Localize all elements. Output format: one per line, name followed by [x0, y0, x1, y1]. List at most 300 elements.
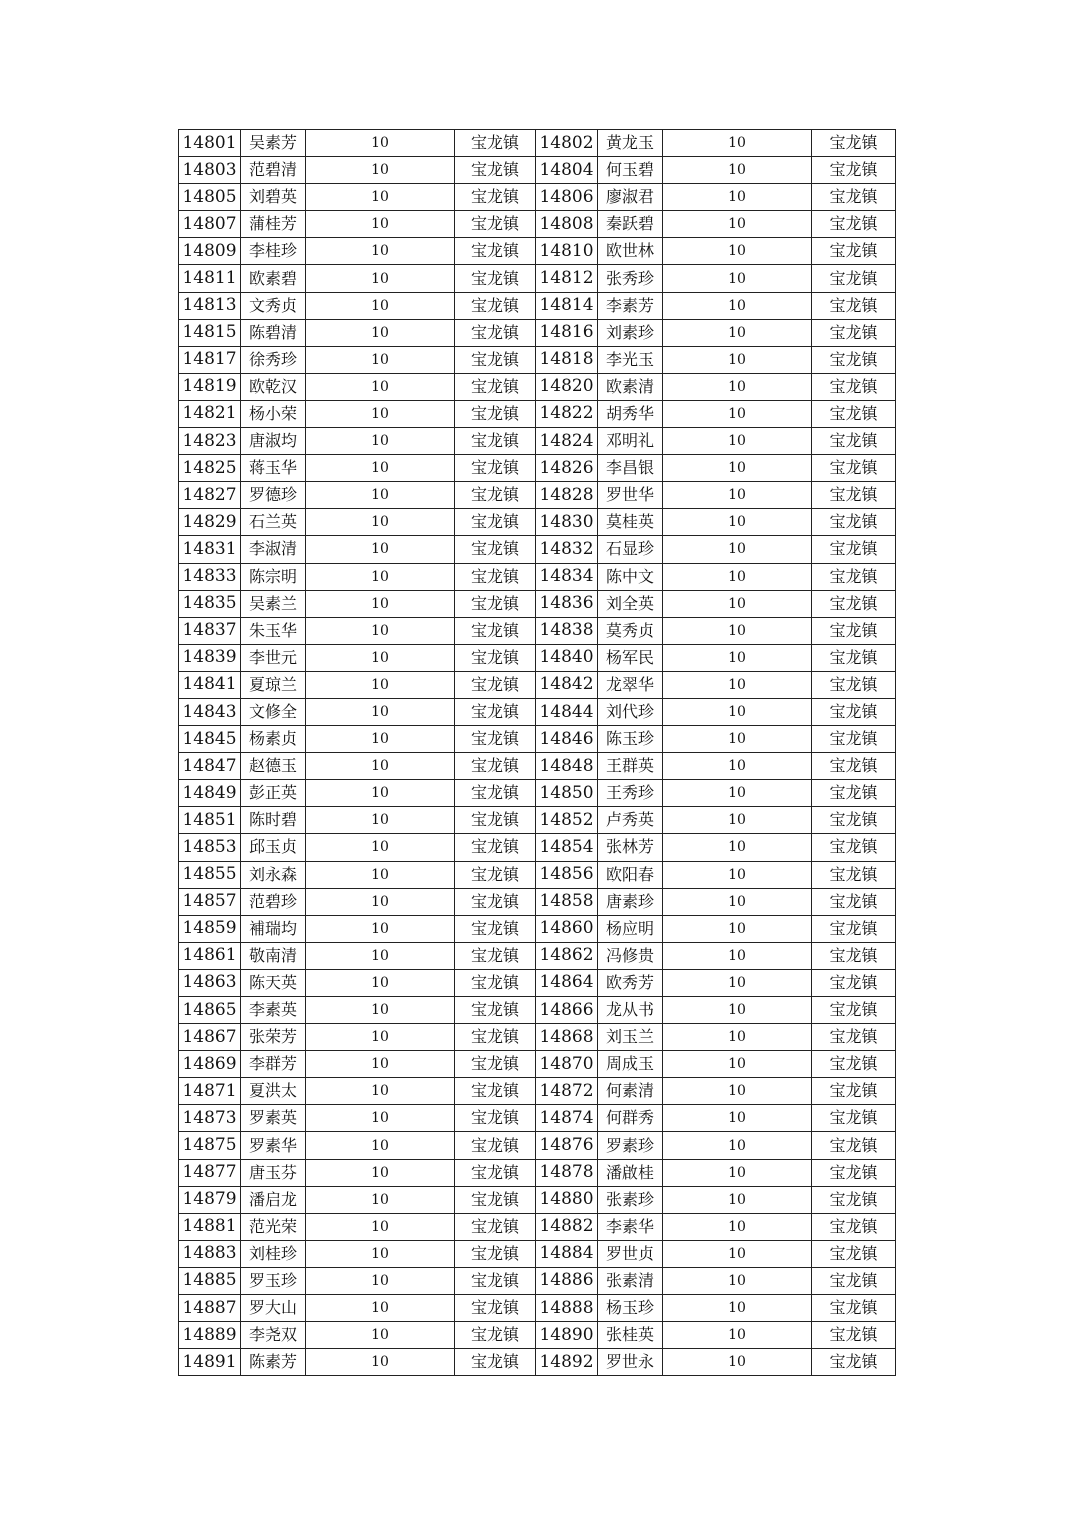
record-id: 14892: [536, 1349, 598, 1376]
record-amount: 10: [306, 130, 455, 157]
record-town: 宝龙镇: [812, 265, 896, 292]
record-town: 宝龙镇: [812, 590, 896, 617]
table-row: [179, 1159, 896, 1186]
record-id: 14872: [536, 1078, 598, 1105]
record-amount: 10: [306, 888, 455, 915]
record-amount: 10: [306, 563, 455, 590]
record-id: 14801: [179, 130, 241, 157]
record-name: 莫秀贞: [598, 617, 663, 644]
record-id: 14828: [536, 482, 598, 509]
record-name: 何玉碧: [598, 157, 663, 184]
record-town: 宝龙镇: [812, 373, 896, 400]
record-name: 杨军民: [598, 644, 663, 671]
record-amount: 10: [306, 1078, 455, 1105]
record-id: 14853: [179, 834, 241, 861]
table-row: [179, 509, 896, 536]
record-town: 宝龙镇: [812, 1240, 896, 1267]
record-id: 14858: [536, 888, 598, 915]
table-row: [179, 590, 896, 617]
record-town: 宝龙镇: [455, 780, 536, 807]
record-town: 宝龙镇: [812, 807, 896, 834]
record-amount: 10: [663, 1051, 812, 1078]
record-amount: 10: [306, 400, 455, 427]
table-row: [179, 888, 896, 915]
record-name: 龙从书: [598, 997, 663, 1024]
record-id: 14802: [536, 130, 598, 157]
record-town: 宝龙镇: [455, 1322, 536, 1349]
record-town: 宝龙镇: [812, 942, 896, 969]
record-name: 文秀贞: [241, 292, 306, 319]
record-id: 14856: [536, 861, 598, 888]
table-row: [179, 861, 896, 888]
record-amount: 10: [663, 428, 812, 455]
record-town: 宝龙镇: [455, 400, 536, 427]
record-town: 宝龙镇: [455, 346, 536, 373]
record-id: 14827: [179, 482, 241, 509]
record-amount: 10: [306, 997, 455, 1024]
record-id: 14867: [179, 1024, 241, 1051]
table-row: [179, 455, 896, 482]
record-amount: 10: [306, 1105, 455, 1132]
record-town: 宝龙镇: [812, 698, 896, 725]
record-amount: 10: [306, 319, 455, 346]
record-name: 何群秀: [598, 1105, 663, 1132]
record-name: 王秀珍: [598, 780, 663, 807]
record-amount: 10: [306, 834, 455, 861]
record-name: 唐素珍: [598, 888, 663, 915]
record-town: 宝龙镇: [455, 915, 536, 942]
record-id: 14823: [179, 428, 241, 455]
record-amount: 10: [663, 455, 812, 482]
record-town: 宝龙镇: [812, 1186, 896, 1213]
record-id: 14808: [536, 211, 598, 238]
record-name: 石显珍: [598, 536, 663, 563]
record-id: 14857: [179, 888, 241, 915]
record-town: 宝龙镇: [812, 563, 896, 590]
record-amount: 10: [663, 1349, 812, 1376]
record-town: 宝龙镇: [812, 1078, 896, 1105]
record-id: 14838: [536, 617, 598, 644]
record-amount: 10: [663, 1159, 812, 1186]
table-row: [179, 1295, 896, 1322]
record-name: 刘桂珍: [241, 1240, 306, 1267]
records-table-body: [179, 130, 896, 1376]
record-town: 宝龙镇: [812, 1267, 896, 1294]
record-id: 14804: [536, 157, 598, 184]
record-town: 宝龙镇: [812, 211, 896, 238]
record-amount: 10: [663, 861, 812, 888]
record-amount: 10: [663, 807, 812, 834]
record-town: 宝龙镇: [455, 265, 536, 292]
record-amount: 10: [306, 265, 455, 292]
record-id: 14862: [536, 942, 598, 969]
record-id: 14805: [179, 184, 241, 211]
record-amount: 10: [663, 780, 812, 807]
record-name: 欧世林: [598, 238, 663, 265]
record-town: 宝龙镇: [812, 1295, 896, 1322]
record-town: 宝龙镇: [812, 969, 896, 996]
record-amount: 10: [663, 346, 812, 373]
table-row: [179, 184, 896, 211]
record-id: 14829: [179, 509, 241, 536]
record-name: 陈天英: [241, 969, 306, 996]
record-name: 张桂英: [598, 1322, 663, 1349]
table-row: [179, 1132, 896, 1159]
record-name: 朱玉华: [241, 617, 306, 644]
record-id: 14865: [179, 997, 241, 1024]
record-name: 邓明礼: [598, 428, 663, 455]
record-town: 宝龙镇: [812, 997, 896, 1024]
record-id: 14874: [536, 1105, 598, 1132]
record-id: 14851: [179, 807, 241, 834]
record-id: 14879: [179, 1186, 241, 1213]
record-name: 卢秀英: [598, 807, 663, 834]
record-id: 14839: [179, 644, 241, 671]
record-amount: 10: [663, 997, 812, 1024]
record-town: 宝龙镇: [455, 888, 536, 915]
record-town: 宝龙镇: [812, 130, 896, 157]
record-name: 罗素珍: [598, 1132, 663, 1159]
record-town: 宝龙镇: [455, 1295, 536, 1322]
record-id: 14863: [179, 969, 241, 996]
table-row: [179, 617, 896, 644]
record-town: 宝龙镇: [812, 726, 896, 753]
table-row: [179, 373, 896, 400]
table-row: [179, 1240, 896, 1267]
record-town: 宝龙镇: [812, 780, 896, 807]
record-name: 吴素芳: [241, 130, 306, 157]
record-name: 张素珍: [598, 1186, 663, 1213]
record-amount: 10: [306, 1213, 455, 1240]
record-name: 范碧珍: [241, 888, 306, 915]
table-row: [179, 997, 896, 1024]
record-name: 吴素兰: [241, 590, 306, 617]
record-id: 14826: [536, 455, 598, 482]
record-id: 14837: [179, 617, 241, 644]
record-amount: 10: [663, 969, 812, 996]
record-amount: 10: [306, 1349, 455, 1376]
record-name: 龙翠华: [598, 671, 663, 698]
record-id: 14820: [536, 373, 598, 400]
record-name: 张素清: [598, 1267, 663, 1294]
record-id: 14850: [536, 780, 598, 807]
record-amount: 10: [663, 1132, 812, 1159]
record-id: 14846: [536, 726, 598, 753]
record-amount: 10: [306, 1322, 455, 1349]
record-id: 14873: [179, 1105, 241, 1132]
record-town: 宝龙镇: [812, 617, 896, 644]
table-row: [179, 211, 896, 238]
record-amount: 10: [663, 1267, 812, 1294]
table-row: [179, 536, 896, 563]
table-row: [179, 130, 896, 157]
record-town: 宝龙镇: [812, 1051, 896, 1078]
record-town: 宝龙镇: [455, 942, 536, 969]
record-amount: 10: [663, 915, 812, 942]
record-name: 罗世华: [598, 482, 663, 509]
record-name: 刘全英: [598, 590, 663, 617]
record-town: 宝龙镇: [455, 238, 536, 265]
record-name: 刘永森: [241, 861, 306, 888]
record-amount: 10: [306, 1132, 455, 1159]
record-id: 14810: [536, 238, 598, 265]
record-town: 宝龙镇: [812, 1349, 896, 1376]
record-amount: 10: [663, 1240, 812, 1267]
table-row: [179, 563, 896, 590]
record-town: 宝龙镇: [455, 1078, 536, 1105]
record-name: 张林芳: [598, 834, 663, 861]
record-amount: 10: [306, 671, 455, 698]
record-name: 陈中文: [598, 563, 663, 590]
record-name: 杨玉珍: [598, 1295, 663, 1322]
record-id: 14806: [536, 184, 598, 211]
record-id: 14824: [536, 428, 598, 455]
record-name: 黄龙玉: [598, 130, 663, 157]
record-town: 宝龙镇: [812, 861, 896, 888]
record-town: 宝龙镇: [812, 1132, 896, 1159]
record-name: 刘玉兰: [598, 1024, 663, 1051]
table-row: [179, 834, 896, 861]
record-name: 周成玉: [598, 1051, 663, 1078]
record-id: 14833: [179, 563, 241, 590]
record-amount: 10: [663, 265, 812, 292]
record-amount: 10: [663, 292, 812, 319]
record-amount: 10: [663, 319, 812, 346]
record-town: 宝龙镇: [455, 1132, 536, 1159]
record-amount: 10: [306, 915, 455, 942]
record-name: 陈宗明: [241, 563, 306, 590]
record-name: 邱玉贞: [241, 834, 306, 861]
record-name: 夏洪太: [241, 1078, 306, 1105]
record-amount: 10: [663, 1078, 812, 1105]
record-town: 宝龙镇: [455, 1186, 536, 1213]
record-town: 宝龙镇: [455, 590, 536, 617]
record-town: 宝龙镇: [455, 509, 536, 536]
record-town: 宝龙镇: [812, 1159, 896, 1186]
record-name: 李素英: [241, 997, 306, 1024]
record-amount: 10: [663, 157, 812, 184]
table-row: [179, 942, 896, 969]
record-name: 徐秀珍: [241, 346, 306, 373]
record-id: 14803: [179, 157, 241, 184]
record-town: 宝龙镇: [812, 644, 896, 671]
record-amount: 10: [663, 400, 812, 427]
record-town: 宝龙镇: [812, 238, 896, 265]
record-name: 陈时碧: [241, 807, 306, 834]
record-town: 宝龙镇: [812, 455, 896, 482]
record-amount: 10: [663, 942, 812, 969]
record-id: 14866: [536, 997, 598, 1024]
record-name: 李素华: [598, 1213, 663, 1240]
record-amount: 10: [306, 509, 455, 536]
record-town: 宝龙镇: [812, 536, 896, 563]
record-name: 陈素芳: [241, 1349, 306, 1376]
record-id: 14860: [536, 915, 598, 942]
record-amount: 10: [663, 184, 812, 211]
record-amount: 10: [306, 1267, 455, 1294]
record-town: 宝龙镇: [455, 807, 536, 834]
record-amount: 10: [663, 563, 812, 590]
record-id: 14817: [179, 346, 241, 373]
table-row: [179, 292, 896, 319]
table-row: [179, 1349, 896, 1376]
record-town: 宝龙镇: [812, 428, 896, 455]
record-town: 宝龙镇: [455, 671, 536, 698]
record-id: 14831: [179, 536, 241, 563]
record-name: 潘啟桂: [598, 1159, 663, 1186]
record-amount: 10: [306, 292, 455, 319]
record-id: 14852: [536, 807, 598, 834]
record-id: 14861: [179, 942, 241, 969]
table-row: [179, 915, 896, 942]
record-id: 14881: [179, 1213, 241, 1240]
record-name: 敬南清: [241, 942, 306, 969]
record-town: 宝龙镇: [455, 211, 536, 238]
record-amount: 10: [306, 184, 455, 211]
record-name: 罗素英: [241, 1105, 306, 1132]
record-id: 14812: [536, 265, 598, 292]
record-id: 14878: [536, 1159, 598, 1186]
record-town: 宝龙镇: [455, 1349, 536, 1376]
record-town: 宝龙镇: [455, 1159, 536, 1186]
record-amount: 10: [663, 644, 812, 671]
record-town: 宝龙镇: [455, 130, 536, 157]
record-amount: 10: [306, 1051, 455, 1078]
record-amount: 10: [663, 238, 812, 265]
record-id: 14885: [179, 1267, 241, 1294]
record-name: 廖淑君: [598, 184, 663, 211]
record-amount: 10: [663, 726, 812, 753]
record-town: 宝龙镇: [455, 753, 536, 780]
record-id: 14815: [179, 319, 241, 346]
table-row: [179, 1186, 896, 1213]
record-name: 彭正英: [241, 780, 306, 807]
record-town: 宝龙镇: [812, 1322, 896, 1349]
table-row: [179, 1267, 896, 1294]
record-name: 秦跃碧: [598, 211, 663, 238]
record-id: 14875: [179, 1132, 241, 1159]
record-name: 李桂珍: [241, 238, 306, 265]
record-town: 宝龙镇: [455, 1267, 536, 1294]
record-id: 14825: [179, 455, 241, 482]
record-name: 赵德玉: [241, 753, 306, 780]
record-name: 莫桂英: [598, 509, 663, 536]
record-town: 宝龙镇: [812, 671, 896, 698]
record-id: 14888: [536, 1295, 598, 1322]
record-amount: 10: [663, 590, 812, 617]
table-row: [179, 644, 896, 671]
record-id: 14880: [536, 1186, 598, 1213]
record-name: 陈碧清: [241, 319, 306, 346]
record-name: 范光荣: [241, 1213, 306, 1240]
record-town: 宝龙镇: [812, 509, 896, 536]
record-name: 杨素贞: [241, 726, 306, 753]
record-town: 宝龙镇: [455, 319, 536, 346]
record-amount: 10: [306, 455, 455, 482]
record-amount: 10: [663, 536, 812, 563]
record-town: 宝龙镇: [455, 563, 536, 590]
table-row: [179, 157, 896, 184]
record-name: 李尧双: [241, 1322, 306, 1349]
record-amount: 10: [306, 373, 455, 400]
record-name: 刘碧英: [241, 184, 306, 211]
record-id: 14876: [536, 1132, 598, 1159]
record-amount: 10: [306, 1186, 455, 1213]
record-town: 宝龙镇: [812, 1024, 896, 1051]
record-amount: 10: [663, 1186, 812, 1213]
record-town: 宝龙镇: [455, 726, 536, 753]
record-id: 14868: [536, 1024, 598, 1051]
record-name: 補瑞均: [241, 915, 306, 942]
record-amount: 10: [663, 211, 812, 238]
record-town: 宝龙镇: [455, 536, 536, 563]
record-amount: 10: [663, 1213, 812, 1240]
record-town: 宝龙镇: [812, 400, 896, 427]
record-amount: 10: [306, 590, 455, 617]
record-name: 罗德珍: [241, 482, 306, 509]
record-amount: 10: [663, 373, 812, 400]
record-id: 14809: [179, 238, 241, 265]
table-row: [179, 1213, 896, 1240]
record-town: 宝龙镇: [812, 184, 896, 211]
record-town: 宝龙镇: [455, 482, 536, 509]
record-amount: 10: [663, 130, 812, 157]
table-row: [179, 346, 896, 373]
record-town: 宝龙镇: [455, 1105, 536, 1132]
record-id: 14842: [536, 671, 598, 698]
record-id: 14890: [536, 1322, 598, 1349]
records-table: [178, 129, 896, 1376]
table-row: [179, 807, 896, 834]
record-town: 宝龙镇: [812, 346, 896, 373]
record-amount: 10: [306, 157, 455, 184]
record-id: 14849: [179, 780, 241, 807]
table-row: [179, 428, 896, 455]
record-town: 宝龙镇: [812, 319, 896, 346]
record-name: 罗世永: [598, 1349, 663, 1376]
record-town: 宝龙镇: [455, 157, 536, 184]
record-town: 宝龙镇: [455, 969, 536, 996]
table-row: [179, 482, 896, 509]
record-name: 潘启龙: [241, 1186, 306, 1213]
record-name: 欧素碧: [241, 265, 306, 292]
record-town: 宝龙镇: [455, 184, 536, 211]
record-id: 14830: [536, 509, 598, 536]
record-id: 14877: [179, 1159, 241, 1186]
record-amount: 10: [663, 617, 812, 644]
record-name: 欧乾汉: [241, 373, 306, 400]
record-id: 14870: [536, 1051, 598, 1078]
record-amount: 10: [306, 428, 455, 455]
record-id: 14811: [179, 265, 241, 292]
record-amount: 10: [306, 482, 455, 509]
record-town: 宝龙镇: [455, 455, 536, 482]
record-name: 刘素珍: [598, 319, 663, 346]
record-amount: 10: [663, 1105, 812, 1132]
record-amount: 10: [663, 753, 812, 780]
record-amount: 10: [663, 888, 812, 915]
record-amount: 10: [306, 1240, 455, 1267]
record-amount: 10: [306, 346, 455, 373]
record-id: 14819: [179, 373, 241, 400]
record-name: 冯修贵: [598, 942, 663, 969]
record-amount: 10: [306, 753, 455, 780]
record-id: 14816: [536, 319, 598, 346]
record-amount: 10: [306, 726, 455, 753]
record-name: 李世元: [241, 644, 306, 671]
record-name: 王群英: [598, 753, 663, 780]
record-id: 14889: [179, 1322, 241, 1349]
